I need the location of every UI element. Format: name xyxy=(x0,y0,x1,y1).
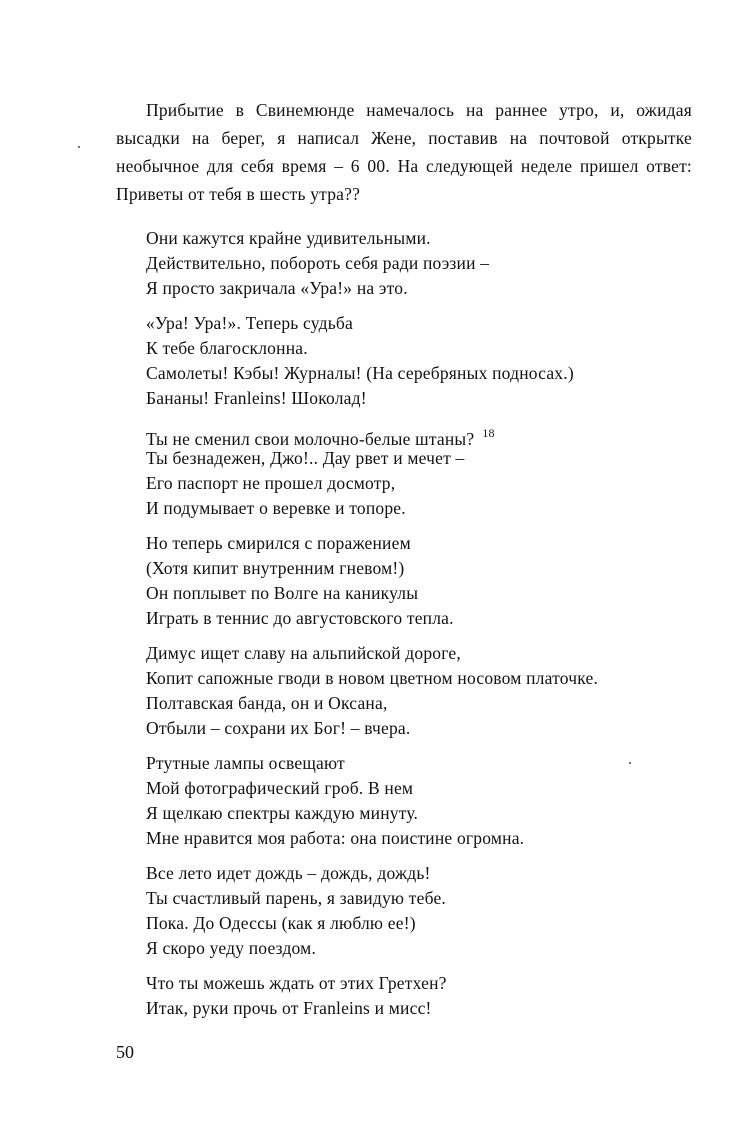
poem-line: Ты безнадежен, Джо!.. Дау рвет и мечет – xyxy=(146,448,465,468)
stanza-7 xyxy=(146,861,726,961)
poem-line: Отбыли – сохрани их Бог! – вчера. xyxy=(146,718,411,738)
poem-line: Димус ищет славу на альпийской дороге, xyxy=(146,643,461,663)
poem-line: И подумывает о веревке и топоре. xyxy=(146,498,406,518)
poem-line: Итак, руки прочь от Franleins и мисс! xyxy=(146,998,432,1018)
poem-line: Его паспорт не прошел досмотр, xyxy=(146,473,396,493)
intro-paragraph: Прибытие в Свинемюнде намечалось на раннее утро, и, ожидая высадки на берег, я написал Жене, поставив на почтовой открытке необычное для себя время – 6 00. На следующей неделе пришел ответ: Приветы от тебя в шесть утра?? xyxy=(116,100,692,204)
poem-line: Все лето идет дождь – дождь, дождь! xyxy=(146,863,431,883)
scan-speck xyxy=(78,146,80,148)
stanza-1 xyxy=(146,226,726,301)
poem-line: Действительно, побороть себя ради поэзии – xyxy=(146,253,490,273)
poem-line: Бананы! Franleins! Шоколад! xyxy=(146,388,367,408)
poem-line: Я скоро уеду поездом. xyxy=(146,938,317,958)
poem-line: Я просто закричала «Ура!» на это. xyxy=(146,278,408,298)
stanza-3 xyxy=(146,421,726,521)
poem-line: Они кажутся крайне удивительными. xyxy=(146,228,431,248)
stanza-5 xyxy=(146,641,726,741)
stanza-4 xyxy=(146,531,726,631)
poem-line: Но теперь смирился с поражением xyxy=(146,533,411,553)
poem-line: Мне нравится моя работа: она поистине огромна. xyxy=(146,828,525,848)
poem-line: Ты счастливый парень, я завидую тебе. xyxy=(146,888,446,908)
poem-line: Что ты можешь ждать от этих Гретхен? xyxy=(146,973,447,993)
poem-line-with-footnote xyxy=(146,421,726,449)
poem-line: Ртутные лампы освещают xyxy=(146,753,345,773)
poem-line: Играть в теннис до августовского тепла. xyxy=(146,608,454,628)
stanza-8 xyxy=(146,971,726,1021)
footnote-marker: 18 xyxy=(482,426,495,440)
poem-line: К тебе благосклонна. xyxy=(146,338,308,358)
stanza-2 xyxy=(146,311,726,411)
poem-line: Полтавская банда, он и Оксана, xyxy=(146,693,388,713)
poem-line: (Хотя кипит внутренним гневом!) xyxy=(146,558,405,578)
poem-line: Мой фотографический гроб. В нем xyxy=(146,778,414,798)
scan-speck xyxy=(629,762,631,764)
poem-line: Он поплывет по Волге на каникулы xyxy=(146,583,419,603)
poem-line: Копит сапожные гводи в новом цветном носовом платочке. xyxy=(146,668,599,688)
poem-line: Я щелкаю спектры каждую минуту. xyxy=(146,803,419,823)
poem xyxy=(146,226,726,1031)
poem-line: Пока. До Одессы (как я люблю ее!) xyxy=(146,913,416,933)
poem-line: Самолеты! Кэбы! Журналы! (На серебряных подносах.) xyxy=(146,363,574,383)
page-number: 50 xyxy=(116,1042,134,1062)
poem-line-text: Ты не сменил свои молочно-белые штаны? xyxy=(146,429,475,449)
poem-line: «Ура! Ура!». Теперь судьба xyxy=(146,313,353,333)
stanza-6 xyxy=(146,751,726,851)
